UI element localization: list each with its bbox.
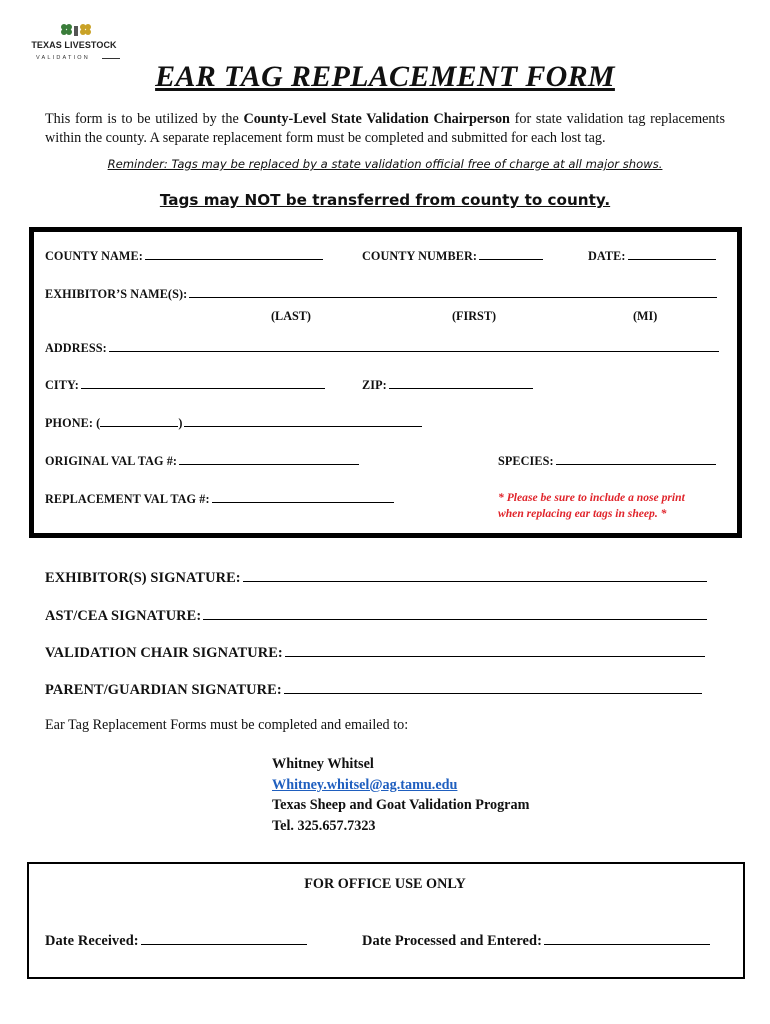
reminder-text: Reminder: Tags may be replaced by a state validation official free of charge at all major shows. [107, 157, 663, 171]
intro-text-1: This form is to be utilized by the [45, 111, 244, 127]
middle-initial-caption: (MI) [633, 309, 658, 323]
logo-brand-text: TEXAS LIVESTOCK [31, 40, 117, 50]
county-number-blank[interactable] [479, 248, 543, 260]
date-received-blank[interactable] [141, 931, 307, 945]
intro-bold-text: County-Level State Validation Chairperson [243, 111, 510, 127]
city-blank[interactable] [81, 377, 325, 389]
contact-block [272, 754, 529, 836]
replacement-tag-blank[interactable] [212, 491, 394, 503]
validation-chair-signature-label: VALIDATION CHAIR SIGNATURE: [45, 645, 283, 661]
validation-chair-signature-blank[interactable] [285, 643, 705, 657]
zip-blank[interactable] [389, 377, 533, 389]
date-processed-label: Date Processed and Entered: [362, 933, 543, 949]
species-label: SPECIES: [498, 454, 554, 468]
contact-phone: Tel. 325.657.7323 [272, 817, 376, 834]
phone-label: PHONE: ( [45, 416, 101, 430]
city-label: CITY: [45, 378, 79, 392]
zip-field[interactable] [362, 377, 533, 393]
intro-paragraph [45, 110, 725, 148]
ast-cea-signature-field[interactable] [45, 606, 707, 625]
ast-cea-signature-label: AST/CEA SIGNATURE: [45, 608, 202, 624]
exhibitor-names-blank[interactable] [189, 286, 717, 298]
date-received-field[interactable] [45, 931, 307, 950]
city-field[interactable] [45, 377, 325, 393]
office-use-title: FOR OFFICE USE ONLY [304, 876, 466, 892]
first-name-caption: (FIRST) [452, 309, 497, 323]
address-label: ADDRESS: [45, 341, 107, 355]
phone-area-code-blank[interactable] [100, 415, 178, 427]
exhibitor-names-field[interactable] [45, 286, 717, 302]
address-blank[interactable] [109, 340, 719, 352]
exhibitor-signature-label: EXHIBITOR(S) SIGNATURE: [45, 570, 241, 586]
county-name-field[interactable] [45, 248, 323, 264]
county-number-field[interactable] [362, 248, 543, 264]
county-name-label: COUNTY NAME: [45, 249, 143, 263]
phone-paren: ) [178, 416, 183, 430]
date-label: DATE: [588, 249, 626, 263]
date-field[interactable] [588, 248, 716, 264]
intro-text-2: for state validation tag replacements within the county. A separate replacement form must be completed and submitted for each lost tag. [45, 111, 725, 146]
parent-guardian-signature-label: PARENT/GUARDIAN SIGNATURE: [45, 682, 282, 698]
species-field[interactable] [498, 453, 716, 469]
date-processed-field[interactable] [362, 931, 710, 950]
replacement-tag-field[interactable] [45, 491, 394, 507]
last-name-caption: (LAST) [271, 309, 311, 323]
parent-guardian-signature-field[interactable] [45, 680, 702, 699]
original-tag-label: ORIGINAL VAL TAG #: [45, 454, 178, 468]
exhibitor-signature-blank[interactable] [243, 568, 707, 582]
contact-program: Texas Sheep and Goat Validation Program [272, 797, 530, 813]
phone-number-blank[interactable] [184, 415, 422, 427]
replacement-tag-label: REPLACEMENT VAL TAG #: [45, 492, 210, 506]
page-title: EAR TAG REPLACEMENT FORM [155, 60, 615, 93]
contact-email-link[interactable]: Whitney.whitsel@ag.tamu.edu [272, 776, 458, 793]
email-instructions: Ear Tag Replacement Forms must be completed and emailed to: [45, 717, 409, 733]
county-number-label: COUNTY NUMBER: [362, 249, 478, 263]
zip-label: ZIP: [362, 378, 387, 392]
address-field[interactable] [45, 340, 719, 356]
exhibitor-signature-field[interactable] [45, 568, 707, 587]
exhibitor-names-label: EXHIBITOR’S NAME(S): [45, 287, 188, 301]
nose-print-note: * Please be sure to include a nose print when replacing ear tags in sheep. * [498, 491, 685, 520]
date-received-label: Date Received: [45, 933, 139, 949]
logo-divider [102, 58, 120, 59]
species-blank[interactable] [556, 453, 716, 465]
validation-chair-signature-field[interactable] [45, 643, 705, 662]
county-name-blank[interactable] [145, 248, 323, 260]
parent-guardian-signature-blank[interactable] [284, 680, 702, 694]
contact-name: Whitney Whitsel [272, 756, 374, 772]
date-blank[interactable] [628, 248, 716, 260]
original-tag-field[interactable] [45, 453, 359, 469]
phone-field[interactable] [45, 415, 422, 431]
original-tag-blank[interactable] [179, 453, 359, 465]
no-transfer-heading: Tags may NOT be transferred from county to county. [159, 191, 611, 209]
ast-cea-signature-blank[interactable] [203, 606, 707, 620]
logo-sub-text: VALIDATION [36, 55, 90, 61]
date-processed-blank[interactable] [544, 931, 710, 945]
clover-emblem-icon [58, 22, 94, 40]
